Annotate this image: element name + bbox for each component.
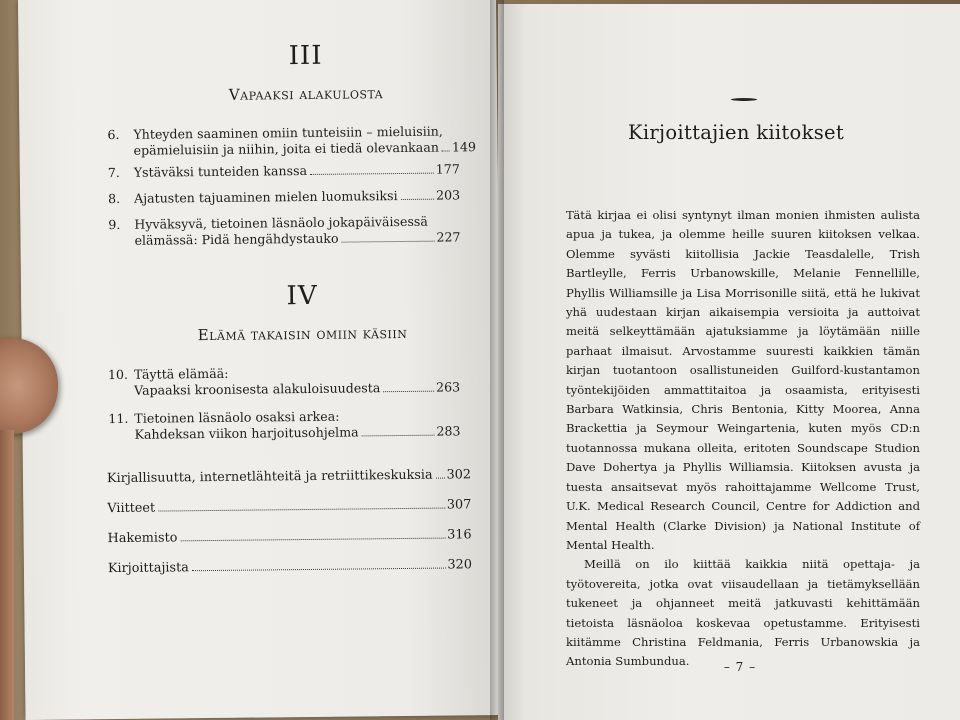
toc-entry-8[interactable]: [108, 187, 460, 207]
book-gutter: [490, 0, 504, 720]
toc-back-label: Hakemisto: [107, 530, 178, 547]
toc-entry-number: 6.: [107, 126, 120, 143]
toc-back-matter: [107, 467, 472, 577]
toc-page-number: 320: [447, 557, 473, 573]
toc-page-number: 263: [435, 379, 461, 395]
toc-page-number: 316: [447, 527, 472, 543]
toc-entry-line: Yhteyden saaminen omiin tunteisiin – mieluisiin,: [133, 123, 443, 142]
toc-page-number: 203: [435, 187, 461, 203]
toc-entry-line: epämieluisiin ja niihin, joita ei tiedä olevankaan: [133, 139, 439, 158]
toc-page-number: 149: [451, 139, 477, 155]
toc-page-number: 227: [436, 229, 461, 245]
toc-entry-line: Kahdeksan viikon harjoitusohjelma: [134, 424, 359, 442]
toc-entry-11[interactable]: [108, 407, 460, 443]
part-iii-numeral: III: [288, 40, 323, 72]
part-iv-title: Elämä takaisin omiin käsiin: [197, 323, 408, 345]
toc-page-number: 307: [446, 497, 472, 513]
acknowledgements-body: [566, 206, 920, 672]
toc-entry-line: Vapaaksi kroonisesta alakuloisuudesta: [134, 380, 381, 398]
part-iv-numeral: IV: [286, 280, 318, 312]
ornament-dash-icon: [731, 98, 757, 101]
part-iii-title: Vapaaksi alakulosta: [228, 84, 384, 104]
toc-entry-number: 7.: [107, 164, 120, 181]
toc-entry-6[interactable]: [107, 123, 477, 159]
toc-entry-line: Tietoinen läsnäolo osaksi arkea:: [134, 408, 340, 426]
toc-entry-9[interactable]: [108, 213, 460, 249]
acknowledgements-paragraph: Tätä kirjaa ei olisi syntynyt ilman monien ihmisten aulista apua ja tukea, ja olemme heille suuren kiitoksen velkaa. Olemme syvästi kiitollisia Jackie Teasdalelle, Trish Bartleylle, Ferris Urbanowskille, Melanie Fennellille, Phyllis Williamsille ja Lisa Morrisonille siitä, että he lukivat yhä uudestaan kirjan aikaisempia versioita ja auttoivat meitä selkeyttämään ajatuksiamme ja löytämään niille parhaat ilmaisut. Arvostamme suuresti kaikkien tämän kirjan tuotantoon osallistuneiden Guilford-kustantamon työntekijöiden ammattitaitoa ja osaamista, erityisesti Barbara Watkinsia, Chris Bentonia, Kitty Moorea, Anna Brackettia ja Seymour Weingartenia, kuten myös CD:n tuotannossa mukana olleita, eritoten Soundscape Studion Dave Dohertya ja Phyllis Williamsia. Kiitoksen avusta ja tuesta ansaitsevat myös rahoittajamme Wellcome Trust, U.K. Medical Research Council, Centre for Addiction and Mental Health (Clarke Division) ja National Institute of Mental Health.: [566, 208, 920, 552]
toc-back-item[interactable]: [108, 527, 472, 547]
toc-entry-line: Hyväksyvä, tietoinen läsnäolo jokapäiväisessä: [134, 213, 428, 232]
toc-page-number: 177: [435, 161, 460, 177]
acknowledgements-title: Kirjoittajien kiitokset: [628, 121, 844, 144]
toc-entry-line: Ystäväksi tunteiden kanssa: [133, 162, 308, 180]
toc-back-label: Viitteet: [107, 500, 156, 517]
toc-entry-line: Ajatusten tajuaminen mielen luomuksiksi: [134, 188, 398, 206]
toc-back-label: Kirjallisuutta, internetlähteitä ja retriittikeskuksia: [106, 467, 433, 487]
toc-entry-line: Täyttä elämää:: [133, 365, 229, 382]
toc-back-item[interactable]: [107, 497, 471, 517]
toc-entry-number: 11.: [108, 410, 129, 427]
toc-back-label: Kirjoittajista: [107, 560, 189, 577]
toc-entry-number: 8.: [108, 190, 121, 207]
toc-back-item[interactable]: [108, 557, 472, 577]
toc-entry-number: 10.: [107, 366, 129, 383]
toc-part-iii: [107, 123, 477, 249]
toc-entry-line: elämässä: Pidä hengähdystauko: [134, 230, 339, 248]
toc-part-iv: [108, 363, 461, 443]
acknowledgements-paragraph: Meillä on ilo kiittää kaikkia niitä opettaja- ja työtovereita, jotka ovat viisaudellaan ja tietämyksellään tukeneet ja ohjanneet meitä jatkuvasti kehittämään tietoista läsnäoloa koskevaa opetustamme. Erityisesti kiitämme Christina Feldmania, Ferris Urbanowskia ja Antonia Sumbundua.: [566, 557, 920, 669]
toc-page-number: 283: [436, 423, 461, 439]
toc-entry-number: 9.: [108, 216, 121, 233]
left-page: [18, 0, 504, 720]
toc-page-number: 302: [446, 467, 472, 483]
toc-entry-10[interactable]: [108, 363, 460, 399]
page-number: – 7 –: [723, 660, 757, 674]
toc-entry-7[interactable]: [108, 161, 460, 181]
hand-edge: [0, 430, 14, 720]
toc-back-item[interactable]: [107, 467, 471, 487]
